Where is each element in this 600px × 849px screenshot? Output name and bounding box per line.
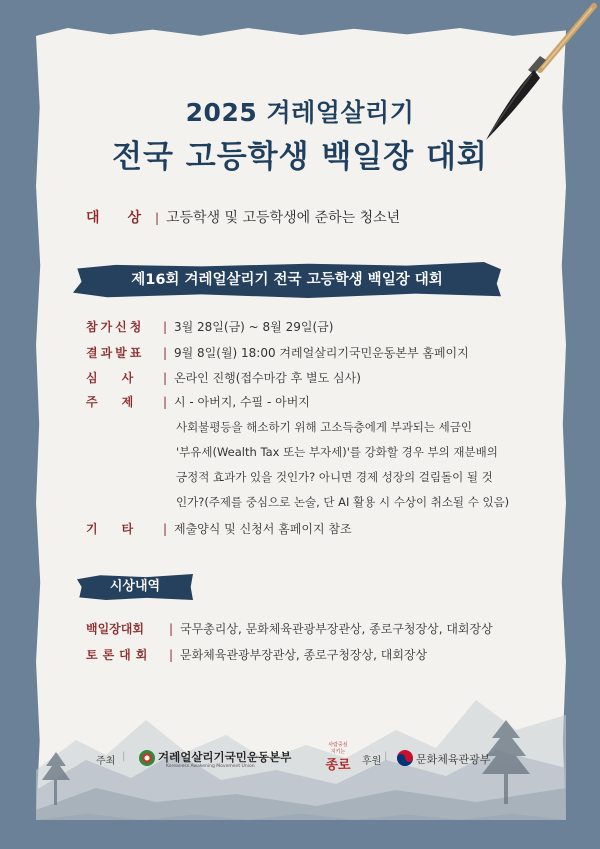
detail-value: 온라인 진행(접수마감 후 별도 심사) [174, 371, 361, 385]
detail-value: 3월 28일(금) ~ 8월 29일(금) [174, 320, 334, 334]
host-subtitle: Koreaness Awakening Movement Union [166, 764, 255, 769]
detail-label: 주 제 [86, 395, 134, 409]
jongno-logo-small: 사람중심 [328, 742, 348, 748]
target-row [86, 207, 400, 227]
separator: | [162, 371, 168, 385]
separator: | [154, 211, 160, 225]
awards-title: 시상내역 [109, 579, 161, 594]
detail-row-topic [86, 393, 310, 410]
topic-line: 긍정적 효과가 있을 것인가? 아니면 경제 성장의 걸림돌이 될 것 [176, 470, 493, 484]
award-label: 토론대회 [86, 648, 153, 662]
host-logo-icon [138, 749, 156, 767]
topic-paragraph [176, 415, 516, 515]
detail-label: 결과발표 [86, 346, 145, 360]
detail-label: 심 사 [86, 371, 134, 385]
host-name: 겨레얼살리기국민운동본부 [158, 750, 292, 764]
detail-row-other [86, 520, 352, 537]
separator: | [162, 395, 168, 409]
sponsor-name: 문화체육관광부 [416, 753, 491, 766]
topic-line: 사회불평등을 해소하기 위해 고소득층에게 부과되는 세금인 [176, 420, 472, 434]
mountain-landscape-illustration [36, 660, 566, 820]
topic-line: 인가?(주제를 중심으로 논술, 단 AI 활용 시 수상이 취소될 수 있음) [176, 495, 510, 509]
sponsor-label: 후원 [362, 756, 382, 767]
award-value: 국무총리상, 문화체육관광부장관상, 종로구청장상, 대회장상 [180, 622, 493, 636]
detail-value: 제출양식 및 신청서 홈페이지 참조 [174, 522, 352, 536]
separator: | [162, 522, 168, 536]
detail-value: 9월 8일(월) 18:00 겨레얼살리기국민운동본부 홈페이지 [174, 346, 469, 360]
jongno-logo-mid: 지키는 [330, 749, 346, 755]
separator: | [162, 320, 168, 334]
page-title-year: 2025 겨레얼살리기 [185, 98, 415, 127]
separator: | [168, 648, 174, 662]
detail-label: 참가신청 [86, 320, 145, 334]
separator: | [162, 346, 168, 360]
separator: | [168, 622, 174, 636]
detail-row-review [86, 369, 361, 386]
separator: | [384, 751, 388, 762]
detail-row-result [86, 344, 469, 361]
detail-label: 기 타 [86, 522, 134, 536]
taegeuk-logo-icon [396, 749, 414, 767]
separator: | [122, 751, 126, 762]
event-banner-title: 제16회 겨레얼살리기 전국 고등학생 백일장 대회 [131, 272, 443, 288]
award-row-writing [86, 620, 493, 637]
jongno-logo: 종로 [325, 758, 351, 773]
detail-value: 시 - 아버지, 수필 - 아버지 [174, 395, 310, 409]
target-value: 고등학생 및 고등학생에 준하는 청소년 [166, 210, 401, 226]
page-title-main: 전국 고등학생 백일장 대회 [112, 139, 488, 175]
host-label: 주최 [96, 756, 116, 767]
target-label: 대 상 [86, 210, 142, 226]
topic-line: '부유세(Wealth Tax 또는 부자세)'를 강화할 경우 부의 재분배의 [176, 445, 498, 459]
award-value: 문화체육관광부장관상, 종로구청장상, 대회장상 [180, 648, 428, 662]
award-label: 백일장대회 [86, 622, 144, 636]
detail-row-apply [86, 318, 333, 335]
